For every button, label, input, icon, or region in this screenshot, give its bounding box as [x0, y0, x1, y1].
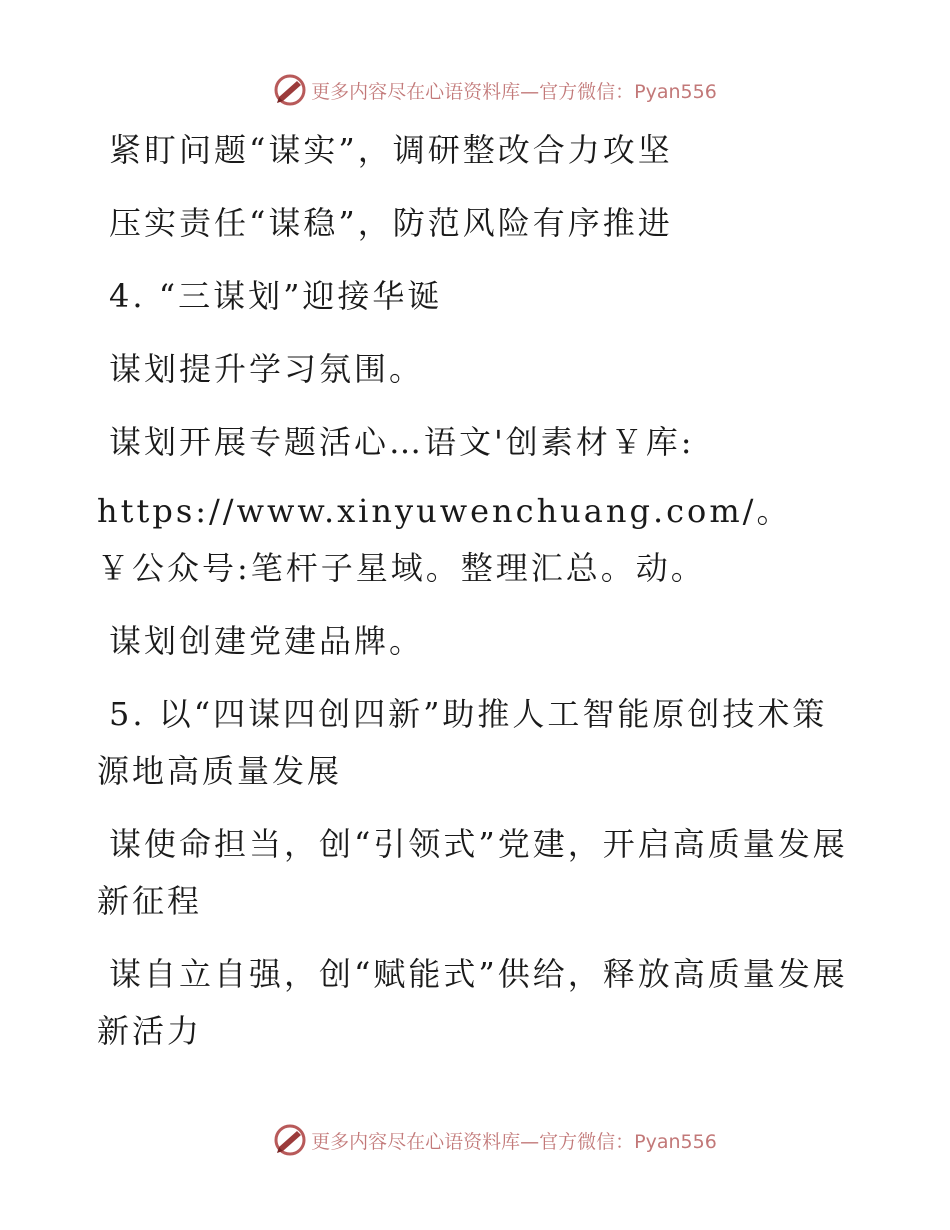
- paragraph-2: 压实责任“谋稳”，防范风险有序推进: [109, 204, 673, 242]
- footer-watermark: [273, 1123, 717, 1157]
- pen-logo-icon: [273, 1123, 307, 1157]
- paragraph-8: 5. 以“四谋四创四新”助推人工智能原创技术策源地高质量发展: [97, 695, 828, 790]
- paragraph-7: 谋划创建党建品牌。: [109, 622, 425, 660]
- paragraph-9: 谋使命担当，创“引领式”党建，开启高质量发展新征程: [97, 825, 848, 920]
- header-watermark-banner: [0, 70, 950, 110]
- paragraph-1: 紧盯问题“谋实”，调研整改合力攻坚: [109, 131, 673, 169]
- document-body: [97, 122, 857, 1076]
- header-watermark-text: 更多内容尽在心语资料库—官方微信：Pyan556: [311, 80, 717, 103]
- paragraph-5: 谋划开展专题活心…语文'创素材￥库:: [109, 423, 695, 461]
- pen-logo-icon: [273, 73, 307, 107]
- footer-watermark-text: 更多内容尽在心语资料库—官方微信：Pyan556: [311, 1130, 717, 1153]
- paragraph-4: 谋划提升学习氛围。: [109, 350, 425, 388]
- footer-watermark-banner: [0, 1120, 950, 1160]
- paragraph-3: 4. “三谋划”迎接华诞: [109, 277, 443, 315]
- header-watermark: [273, 73, 717, 107]
- paragraph-10: 谋自立自强，创“赋能式”供给，释放高质量发展新活力: [97, 955, 848, 1050]
- paragraph-6-link: https://www.xinyuwenchuang.com/。￥公众号:笔杆子星域。整理汇总。动。: [97, 492, 792, 587]
